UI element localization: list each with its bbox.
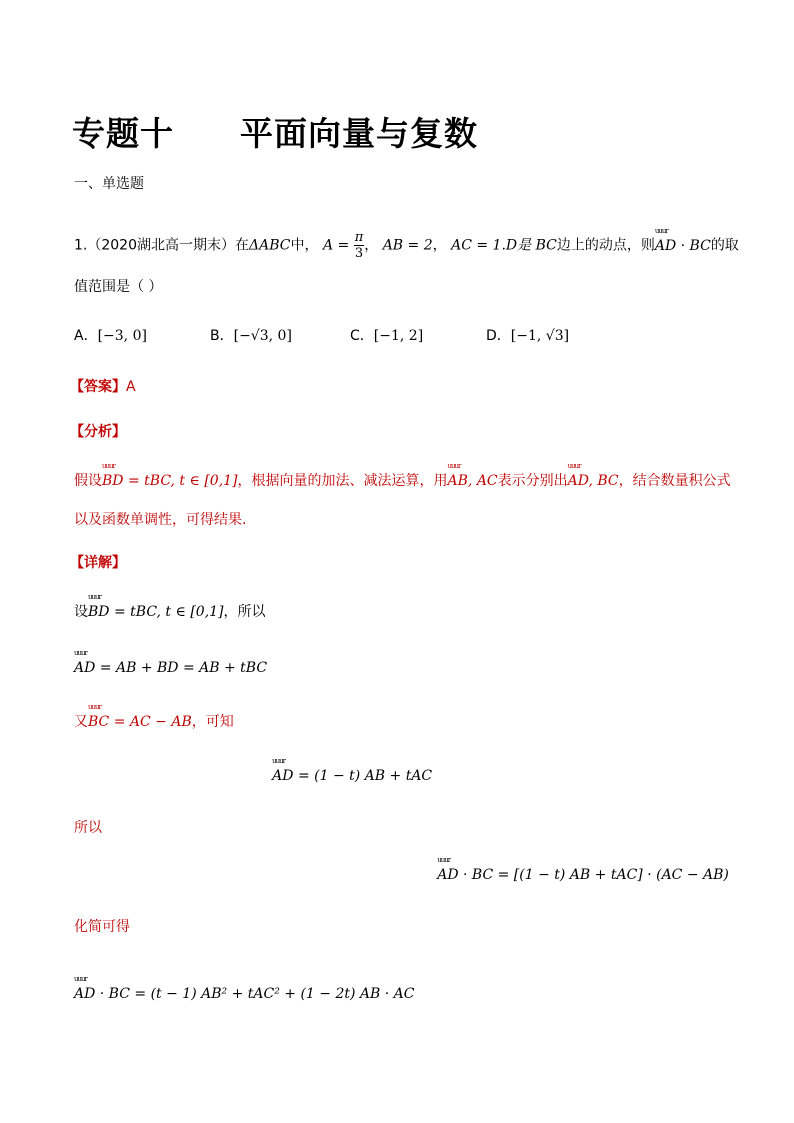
option-c-label: C． (350, 328, 374, 344)
detail-step-1 (74, 601, 266, 621)
question-dot-product: uuur AD · BC (655, 238, 711, 254)
question-triangle: ΔABC (249, 237, 291, 254)
section-heading: 一、单选题 (74, 176, 144, 192)
detail-step-4: 化简可得 (74, 919, 130, 935)
fraction-denominator: 3 (354, 246, 364, 261)
question-line-1 (74, 230, 739, 261)
option-c (350, 325, 423, 345)
option-d (486, 325, 569, 345)
option-d-label: D． (486, 328, 511, 344)
option-b (210, 325, 292, 345)
detail-label: 【详解】 (70, 555, 126, 571)
option-c-value: [−1, 2] (373, 328, 424, 344)
title-main: 专题十 (72, 114, 174, 153)
question-mid1: 中， (290, 237, 319, 254)
detail-equation-1: uuur AD = AB + BD = AB + tBC (74, 660, 267, 676)
detail-s2-b: ，可知 (191, 714, 234, 730)
analysis-l1-vecs: uuur AB, AC (448, 473, 498, 489)
question-angle: A = (322, 237, 350, 254)
question-tail: 的取 (710, 237, 739, 254)
detail-step-2 (74, 711, 234, 731)
question-fraction (354, 230, 365, 261)
analysis-l1-a: 假设 (74, 473, 102, 489)
detail-s2-eq: uuur BC = AC − AB (88, 714, 192, 730)
detail-equation-2: uuur AD = (1 − t) AB + tAC (272, 768, 432, 784)
detail-s1-eq: uuur BD = tBC, t ∈ [0,1] (88, 604, 224, 620)
fraction-numerator: π (354, 230, 364, 245)
question-prefix: 1.（2020湖北高一期末）在 (74, 237, 249, 254)
option-a (74, 325, 147, 345)
detail-equation-3: uuur AD · BC = [(1 − t) AB + tAC] · (AC − AB) (437, 867, 729, 883)
analysis-line-1 (74, 470, 731, 490)
option-d-value: [−1, √3] (510, 328, 570, 344)
question-d: .D是 (501, 237, 532, 254)
analysis-line-2: 以及函数单调性，可得结果. (74, 512, 247, 528)
question-ab: AB = 2 (382, 237, 433, 254)
answer-block (70, 376, 136, 396)
detail-equation-4: uuur AD · BC = (t − 1) AB² + tAC² + (1 − 2t) AB · AC (74, 986, 414, 1002)
question-bc: BC (535, 237, 557, 254)
analysis-l1-vecs2: uuur AD, BC (568, 473, 619, 489)
analysis-l1-eq: uuur BD = tBC, t ∈ [0,1] (102, 473, 238, 489)
option-b-label: B． (210, 328, 234, 344)
answer-label: 【答案】 (70, 379, 126, 395)
question-mid2: 边上的动点，则 (556, 237, 655, 254)
page-title (72, 108, 478, 155)
question-line-2: 值范围是（ ） (74, 279, 163, 295)
question-sep2: ， (432, 237, 447, 254)
analysis-l1-b: ，根据向量的加法、减法运算，用 (237, 473, 448, 489)
detail-s2-a: 又 (74, 714, 88, 730)
detail-step-3: 所以 (74, 820, 102, 836)
analysis-l1-d: ，结合数量积公式 (618, 473, 731, 489)
answer-value: A (126, 379, 136, 395)
option-b-value: [−√3, 0] (233, 328, 292, 344)
question-sep1: ， (364, 237, 379, 254)
option-a-label: A． (74, 328, 98, 344)
question-ac: AC = 1 (451, 237, 502, 254)
detail-s1-b: ，所以 (223, 604, 266, 620)
analysis-label: 【分析】 (70, 424, 126, 440)
option-a-value: [−3, 0] (97, 328, 147, 344)
title-sub: 平面向量与复数 (240, 114, 478, 153)
detail-s1-a: 设 (74, 604, 88, 620)
analysis-l1-c: 表示分别出 (497, 473, 568, 489)
